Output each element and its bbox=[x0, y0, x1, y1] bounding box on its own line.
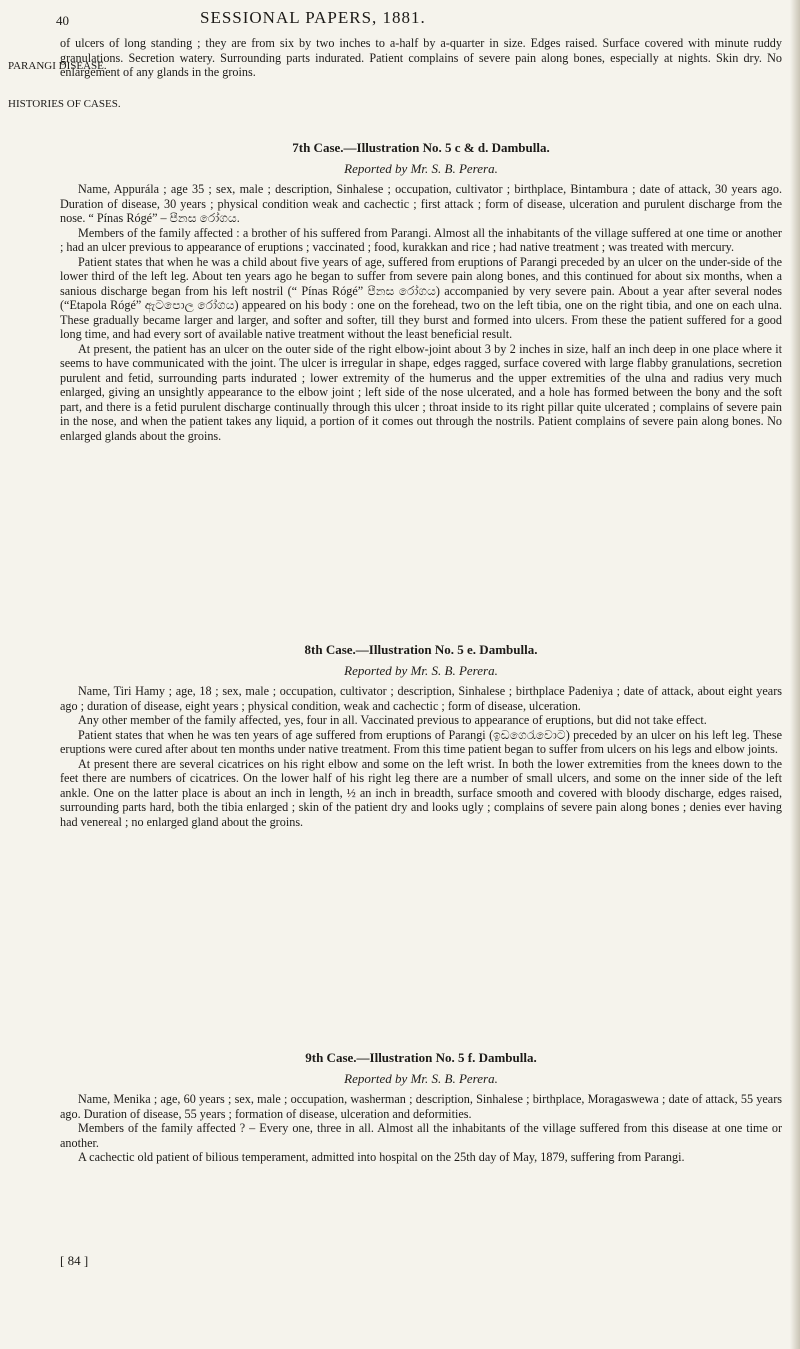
case-9-reporter: Reported by Mr. S. B. Perera. bbox=[344, 1071, 498, 1086]
paragraph: At present there are several cicatrices on his right elbow and some on the left wrist. In both the lower extremities from the knees down to the feet there are numbers of cicatrices. On the lower half of his right leg there are a number of small ulcers, and some on the inner side of the left ankle. One on the latter place is about an inch in length, ½ an inch in breadth, surface smooth and covered with bloody discharge, edges raised, surrounding parts hard, both the tibia enlarged ; skin of the patient dry and looks ugly ; complains of severe pain along bones ; denies ever having had venereal ; no enlarged gland about the groins. bbox=[60, 756, 782, 829]
paragraph: Members of the family affected : a brother of his suffered from Parangi. Almost all the inhabitants of the village suffered at one time or another ; had an ulcer previous to appearance of eruptions ; vaccinated ; food, kurakkan and rice ; had native treatment ; was treated with mercury. bbox=[60, 225, 782, 254]
side-heading-histories: HISTORIES OF CASES. bbox=[8, 98, 121, 110]
paragraph: Patient states that when he was a child about five years of age, suffered from eruptions of Parangi preceded by an ulcer on the under-side of the lower third of the left leg. About ten years ago he began to suffer from severe pain along bones, and this continued for about six months, when a sanious discharge began from his left nostril (“ Pínas Rógé” පීනස රෝගය) accompanied by very severe pain. About a year after several nodes (“Etapola Rógé” ඇටපොල රෝගය) appeared on his body : one on the forehead, two on the left tibia, one on the right tibia, and one on each ulna. These gradually became larger and larger, and softer and softer, till they burst and formed into ulcers. From these the patient suffered for a good long time, and had every sort of available native treatment without the least beneficial result. bbox=[60, 254, 782, 341]
paragraph: of ulcers of long standing ; they are from six by two inches to a-half by a-quarter in size. Edges raised. Surface covered with minute ruddy granulations. Secretion watery. Surrounding parts indurated. Patient complains of severe pain along bones, especially at nights. Skin dry. No enlargement of any glands in the groins. bbox=[60, 36, 782, 79]
paragraph: Any other member of the family affected, yes, four in all. Vaccinated previous to appearance of eruptions, but did not take effect. bbox=[78, 713, 707, 727]
page-edge-shadow bbox=[790, 0, 800, 1349]
page-number: 40 bbox=[56, 13, 69, 28]
paragraph: A cachectic old patient of bilious temperament, admitted into hospital on the 25th day of May, 1879, suffering from Parangi. bbox=[78, 1150, 685, 1164]
case-8-body bbox=[60, 684, 782, 829]
side-heading-disease: PARANGI DISEASE. bbox=[8, 60, 107, 72]
case-8-heading: 8th Case.—Illustration No. 5 e. Dambulla. bbox=[304, 642, 538, 657]
case-9-heading: 9th Case.—Illustration No. 5 f. Dambulla. bbox=[305, 1050, 537, 1065]
paragraph: Name, Tiri Hamy ; age, 18 ; sex, male ; occupation, cultivator ; description, Sinhalese ; birthplace Padeniya ; date of attack, about eight years ago ; duration of disease, eight years ; physical condition, weak and cachectic ; form of disease, ulceration. bbox=[60, 684, 782, 713]
paragraph: Name, Appurála ; age 35 ; sex, male ; description, Sinhalese ; occupation, cultivator ; birthplace, Bintambura ; date of attack, 30 years ago. Duration of disease, 30 years ; physical condition weak and cachectic ; first attack ; form of disease, ulceration and purulent discharge from the nose. “ Pínas Rógé” – පීනස රෝගය. bbox=[60, 182, 782, 225]
paragraph: At present, the patient has an ulcer on the outer side of the right elbow-joint about 3 by 2 inches in size, half an inch deep in one place where it seems to have communicated with the joint. The ulcer is irregular in shape, edges ragged, surface covered with large flabby granulations, secretion purulent and fetid, surrounding parts indurated ; lower extremity of the humerus and the upper extremities of the ulna and radius very much enlarged, giving an unsightly appearance to the elbow joint ; left side of the nose ulcerated, and a hole has formed between the bony and the soft part, and there is a fetid purulent discharge continually through this ulcer ; throat inside to its right pillar quite ulcerated ; complains of severe pain in the nose, and when the patient takes any liquid, a portion of it comes out through the nostrils. Patient complains of severe pain along bones. No enlarged glands about the groins. bbox=[60, 341, 782, 443]
case-8-reporter: Reported by Mr. S. B. Perera. bbox=[344, 663, 498, 678]
running-head: SESSIONAL PAPERS, 1881. bbox=[200, 8, 426, 27]
footer-mark: [ 84 ] bbox=[60, 1253, 89, 1268]
paragraph: Name, Menika ; age, 60 years ; sex, male ; occupation, washerman ; description, Sinhalese ; birthplace, Moragaswewa ; date of attack, 55 years ago. Duration of disease, 55 years ; formation of disease, ulceration and deformities. bbox=[60, 1092, 782, 1121]
case-7-heading: 7th Case.—Illustration No. 5 c & d. Dambulla. bbox=[292, 140, 550, 155]
intro-paragraph bbox=[60, 36, 782, 80]
case-7-reporter: Reported by Mr. S. B. Perera. bbox=[344, 161, 498, 176]
case-9-body bbox=[60, 1092, 782, 1165]
paragraph: Patient states that when he was ten years of age suffered from eruptions of Parangi (ඉඩගෙරැවොට) preceded by an ulcer on his left leg. These eruptions were cured after about ten months under native treatment. From this time patient began to suffer from ulcers on his legs and elbow joints. bbox=[60, 727, 782, 756]
case-7-body bbox=[60, 182, 782, 443]
paragraph: Members of the family affected ? – Every one, three in all. Almost all the inhabitants of the village suffered from this disease at one time or another. bbox=[60, 1121, 782, 1150]
